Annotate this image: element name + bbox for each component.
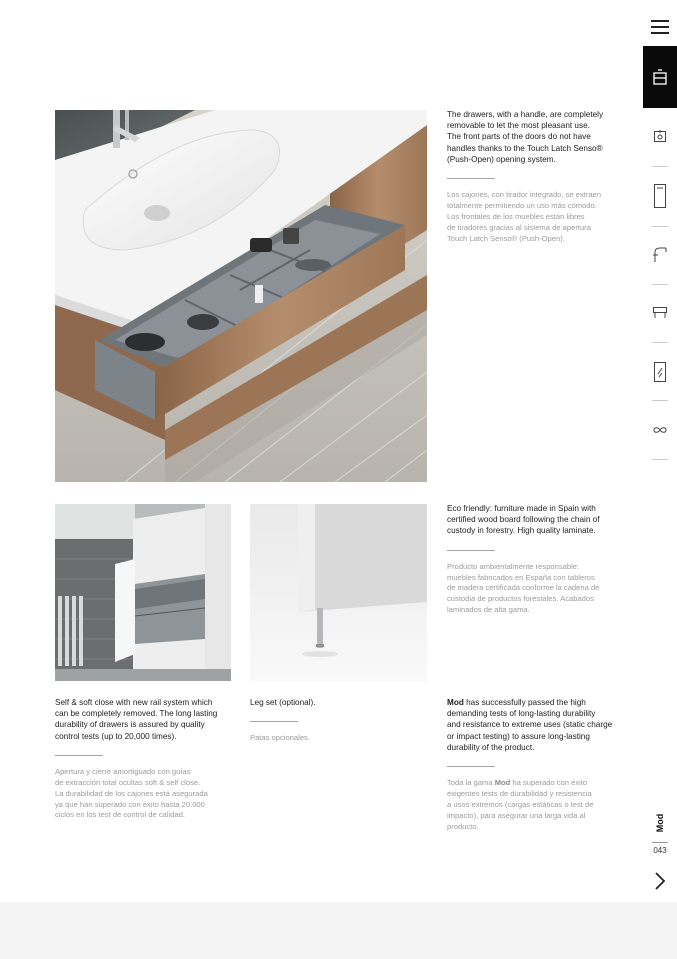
infinity-icon [651, 425, 669, 435]
page-number: 043 [653, 846, 667, 855]
drawers-description-en: The drawers, with a handle, are completely removable to let the most pleasant use. The front parts of the doors do not have handles thanks to the Touch Latch Senso® (Push-Open) opening system. [447, 110, 604, 164]
divider [447, 178, 495, 179]
main-product-photo [55, 110, 427, 482]
soft-close-description-en: Self & soft close with new rail system which can be completely removed. The long lasting durability of drawers is assured by quality control tests (up to 20,000 times). [55, 698, 218, 741]
nav-item-benches[interactable] [643, 292, 677, 332]
chevron-right-icon [643, 866, 677, 896]
divider [447, 550, 495, 551]
brand-name: Mod [447, 698, 464, 707]
drawers-description-es: Los cajones, con tirador integrado, se extraen totalmente permitiendo un uso más cómodo. Los frontales de los muebles están libres de tiradores gracias al sistema de apertura Touch Latch Senso® (Push-Open). [447, 190, 602, 243]
nav-divider [652, 342, 668, 343]
page-number-divider [652, 842, 668, 843]
next-page-button[interactable] [643, 866, 677, 896]
soft-close-description-es: Apertura y cierre amortiguado con guías de extracción total ocultas soft & self close. La durabilidad de los cajones está asegurada ya que han superado con éxito hasta 20.000 ciclos en los test de control de calidad. [55, 766, 208, 820]
tall-cabinet-icon [653, 183, 667, 209]
washbasin-icon [653, 129, 667, 143]
leg-set-text-block [250, 697, 430, 744]
nav-item-bathroom-cabinets[interactable] [643, 46, 677, 108]
tests-description-es: Toda la gama Mod ha superado con éxito exigentes tests de durabilidad y resistencia a usos extremos (cargas estáticas o test de impacto), para asegurar una larga vida al producto. [447, 778, 594, 831]
bench-icon [652, 305, 668, 319]
nav-divider [652, 459, 668, 460]
leg-set-description-es: Patas opcionales. [250, 733, 310, 743]
faucet-icon [652, 245, 668, 263]
cabinet-leg-illustration [250, 504, 427, 681]
bathroom-cabinet-icon [643, 46, 677, 108]
eco-description-en: Eco friendly: furniture made in Spain with certified wood board following the chain of custody in forestry. High quality laminate. [447, 504, 600, 536]
footer-band [0, 902, 677, 959]
collection-label: Mod [655, 813, 665, 833]
brand-name: Mod [494, 778, 511, 788]
leg-set-description-en: Leg set (optional). [250, 698, 316, 707]
nav-item-faucets[interactable] [643, 234, 677, 274]
drawers-text-block [447, 109, 627, 245]
divider [447, 766, 495, 767]
soft-close-drawer-photo [55, 504, 231, 681]
nav-divider [652, 166, 668, 167]
divider [250, 721, 298, 722]
hamburger-menu-icon[interactable] [643, 12, 677, 42]
nav-divider [652, 400, 668, 401]
divider [55, 755, 103, 756]
nav-item-mirrors[interactable] [643, 352, 677, 392]
nav-divider [652, 226, 668, 227]
soft-close-text-block [55, 697, 240, 821]
leg-set-photo [250, 504, 427, 681]
nav-item-more[interactable] [643, 410, 677, 450]
eco-description-es: Producto ambientalmente responsable: muebles fabricados en España con tableros de madera certificada conforme la cadena de custodia de productos forestales. Acabados laminados de alta gama. [447, 561, 600, 615]
white-cabinet-illustration [55, 504, 231, 681]
mirror-icon [653, 361, 667, 383]
nav-item-washbasins[interactable] [643, 116, 677, 156]
tests-description-en: Mod has successfully passed the high demanding tests of long-lasting durability and resistance to extreme uses (static charge or impact testing) to assure long-lasting durability of the product. [447, 698, 613, 752]
eco-text-block [447, 503, 627, 616]
tests-text-block [447, 697, 632, 833]
vanity-drawer-illustration [55, 110, 427, 482]
nav-item-tall-cabinets[interactable] [643, 176, 677, 216]
nav-divider [652, 284, 668, 285]
